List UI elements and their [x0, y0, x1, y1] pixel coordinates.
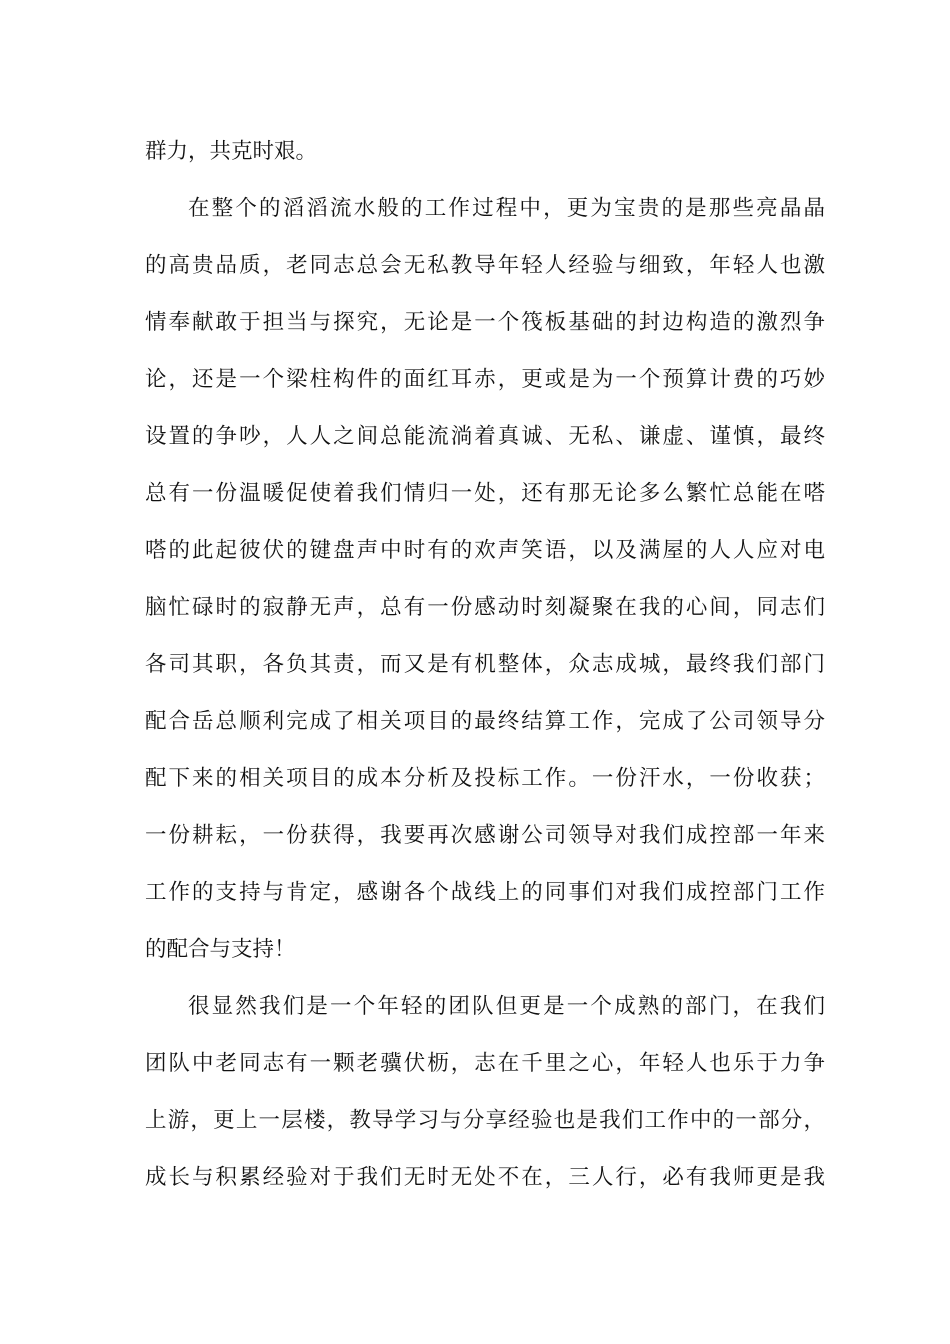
- text-line-9: 脑忙碌时的寂静无声，总有一份感动时刻凝聚在我的心间，同志们: [145, 595, 825, 620]
- text-line-11: 配合岳总顺利完成了相关项目的最终结算工作，完成了公司领导分: [145, 709, 825, 734]
- text-line-4: 情奉献敢于担当与探究，无论是一个筏板基础的封边构造的激烈争: [145, 310, 825, 335]
- text-line-7: 总有一份温暖促使着我们情归一处，还有那无论多么繁忙总能在嗒: [145, 481, 825, 506]
- text-line-18: 上游，更上一层楼，教导学习与分享经验也是我们工作中的一部分，: [145, 1108, 825, 1133]
- text-line-6: 设置的争吵，人人之间总能流淌着真诚、无私、谦虚、谨慎，最终: [145, 424, 825, 449]
- text-line-14: 工作的支持与肯定，感谢各个战线上的同事们对我们成控部门工作: [145, 880, 825, 905]
- text-line-2: 在整个的滔滔流水般的工作过程中，更为宝贵的是那些亮晶晶: [188, 196, 825, 221]
- text-line-10: 各司其职，各负其责，而又是有机整体，众志成城，最终我们部门: [145, 652, 825, 677]
- text-line-19: 成长与积累经验对于我们无时无处不在，三人行，必有我师更是我: [145, 1165, 825, 1190]
- text-line-13: 一份耕耘，一份获得，我要再次感谢公司领导对我们成控部一年来: [145, 823, 825, 848]
- text-line-12: 配下来的相关项目的成本分析及投标工作。一份汗水，一份收获；: [145, 766, 825, 791]
- text-line-3: 的高贵品质，老同志总会无私教导年轻人经验与细致，年轻人也激: [145, 253, 825, 278]
- text-line-8: 嗒的此起彼伏的键盘声中时有的欢声笑语，以及满屋的人人应对电: [145, 538, 825, 563]
- text-line-15: 的配合与支持！: [145, 937, 296, 962]
- text-line-17: 团队中老同志有一颗老骥伏枥，志在千里之心，年轻人也乐于力争: [145, 1051, 825, 1076]
- text-line-5: 论，还是一个梁柱构件的面红耳赤，更或是为一个预算计费的巧妙: [145, 367, 825, 392]
- text-line-16: 很显然我们是一个年轻的团队但更是一个成熟的部门，在我们: [188, 994, 825, 1019]
- text-line-1: 群力，共克时艰。: [145, 139, 318, 164]
